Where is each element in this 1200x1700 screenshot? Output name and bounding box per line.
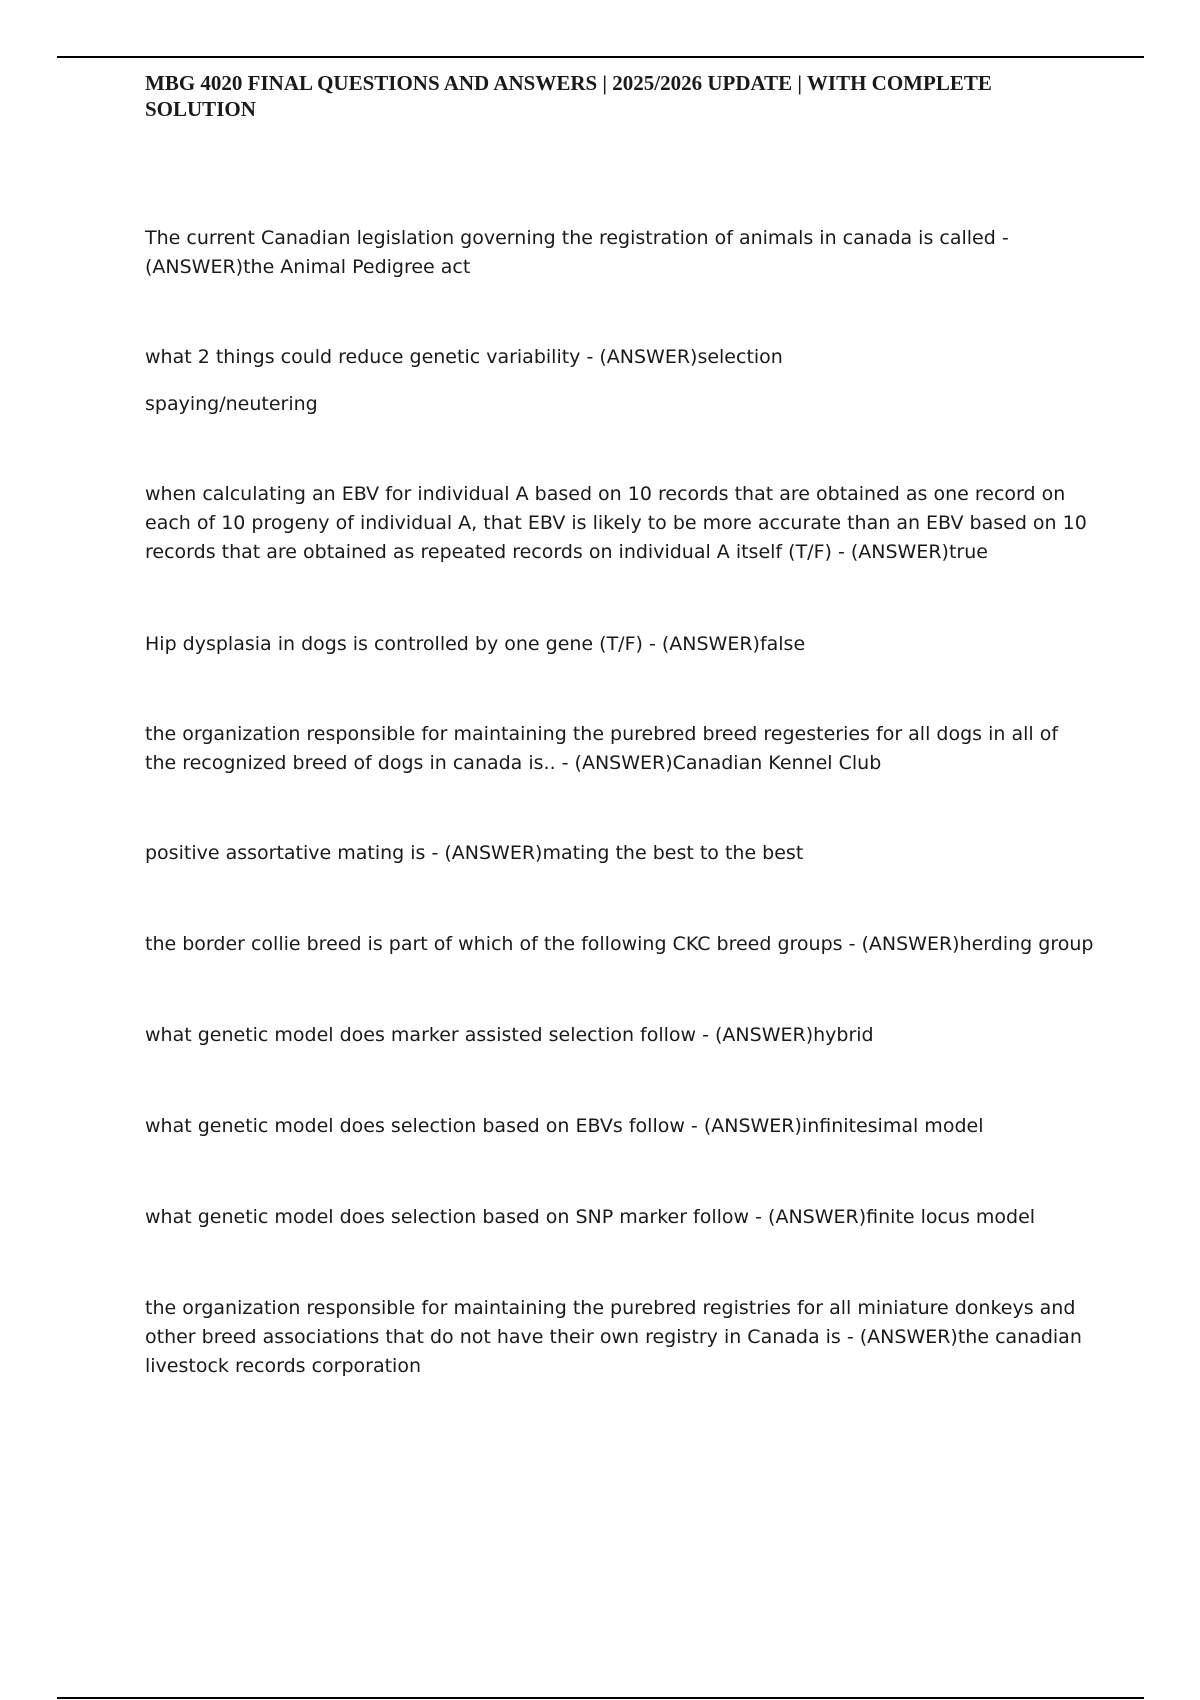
qa-item <box>145 1112 1095 1141</box>
qa-item <box>145 630 1095 659</box>
qa-text: when calculating an EBV for individual A based on 10 records that are obtained as one record on each of 10 progeny of individual A, that EBV is likely to be more accurate than an EBV based on 10 records that are obtained as repeated records on individual A itself (T/F) - (ANSWER)true <box>145 483 1087 563</box>
qa-item <box>145 480 1095 567</box>
qa-text: what 2 things could reduce genetic variability - (ANSWER)selection <box>145 346 783 368</box>
bottom-rule <box>57 1697 1144 1699</box>
qa-text: The current Canadian legislation governing the registration of animals in canada is called - (ANSWER)the Animal Pedigree act <box>145 227 1009 278</box>
qa-text: the border collie breed is part of which of the following CKC breed groups - (ANSWER)herding group <box>145 933 1094 955</box>
qa-item <box>145 839 1095 868</box>
qa-item <box>145 224 1095 282</box>
qa-text: Hip dysplasia in dogs is controlled by one gene (T/F) - (ANSWER)false <box>145 633 806 655</box>
qa-text: the organization responsible for maintaining the purebred breed regesteries for all dogs in all of the recognized breed of dogs in canada is.. - (ANSWER)Canadian Kennel Club <box>145 723 1059 774</box>
qa-text: what genetic model does selection based on EBVs follow - (ANSWER)infinitesimal model <box>145 1115 984 1137</box>
qa-extra-line: spaying/neutering <box>145 393 318 415</box>
qa-text: what genetic model does marker assisted selection follow - (ANSWER)hybrid <box>145 1024 874 1046</box>
qa-item <box>145 1294 1095 1381</box>
qa-item <box>145 930 1095 959</box>
qa-text: positive assortative mating is - (ANSWER)mating the best to the best <box>145 842 804 864</box>
document-title: MBG 4020 FINAL QUESTIONS AND ANSWERS | 2025/2026 UPDATE | WITH COMPLETE SOLUTION <box>145 71 992 121</box>
qa-text: what genetic model does selection based on SNP marker follow - (ANSWER)finite locus model <box>145 1206 1036 1228</box>
qa-item <box>145 1203 1095 1232</box>
qa-text: the organization responsible for maintaining the purebred registries for all miniature donkeys and other breed associations that do not have their own registry in Canada is - (ANSWER)the canadian livestock records corporation <box>145 1297 1082 1377</box>
qa-item <box>145 720 1095 778</box>
qa-item <box>145 1021 1095 1050</box>
qa-item <box>145 343 1095 419</box>
top-rule <box>57 56 1144 58</box>
